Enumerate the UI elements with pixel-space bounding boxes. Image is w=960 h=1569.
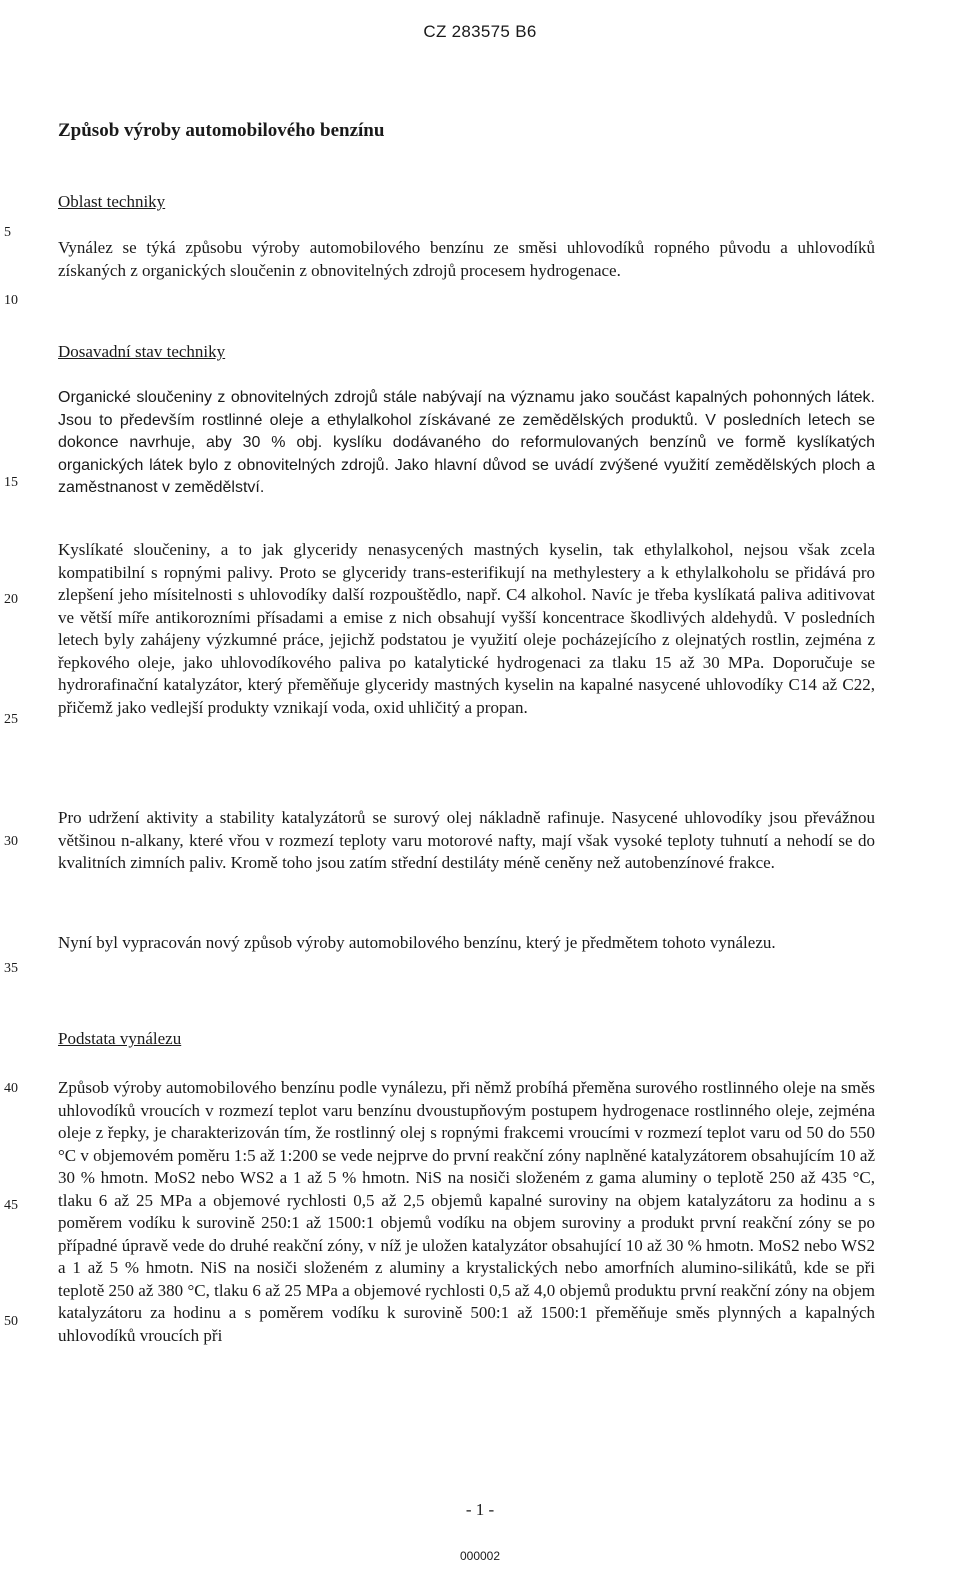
document-title: Způsob výroby automobilového benzínu (58, 120, 385, 141)
paragraph-field-of-invention: Vynález se týká způsobu výroby automobilového benzínu ze směsi uhlovodíků ropného původu a uhlovodíků získaných z organických sloučenin z obnovitelných zdrojů procesem hydrogenace. (58, 238, 875, 280)
paragraph-summary-1: Způsob výroby automobilového benzínu podle vynálezu, při němž probíhá přeměna surového rostlinného oleje na směs uhlovodíků vroucích v rozmezí teplot varu benzínu dvoustupňovým postupem hydrogenace rostlinného oleje, zejména oleje z řepky, je charakterizován tím, že rostlinný olej s ropnými frakcemi vroucími v rozmezí teplot varu od 50 do 550 °C v objemovém poměru 1:5 až 1:200 se vede nejprve do první reakční zóny naplněné katalyzátorem obsahujícím 10 až 30 % hmotn. MoS2 nebo WS2 a 1 až 5 % hmotn. NiS na nosiči složeném z gama aluminy o teplotě 250 až 435 °C, tlaku 6 až 25 MPa a objemové rychlosti 0,5 až 2,5 objemů kapalné suroviny na objem katalyzátoru za hodinu a s poměrem vodíku k surovině 250:1 až 1500:1 objemů vodíku na objem suroviny a produkt první reakční zóny se po případné úpravě vede do druhé reakční zóny, v níž je uložen katalyzátor obsahující 10 až 30 % hmotn. MoS2 nebo WS2 a 1 až 5 % hmotn. NiS na nosiči složeném z aluminy a krystalických nebo amorfních alumino-silikátů, kde se při teplotě 250 až 380 °C, tlaku 6 až 25 MPa a objemové rychlosti 0,5 až 4,0 objemů produktu první reakční zóny na objem katalyzátoru za hodinu a s poměrem vodíku k surovině 500:1 až 1500:1 přeměňuje směs plynných a kapalných uhlovodíků vroucích při (58, 1078, 875, 1345)
paragraph-prior-art-2: Kyslíkaté sloučeniny, a to jak glyceridy nenasycených mastných kyselin, tak ethylalkohol, nejsou však zcela kompatibilní s ropnými palivy. Proto se glyceridy trans-esterifikují na methylestery a k ethylalkoholu se přidává pro zlepšení jeho mísitelnosti s uhlovodíky další rozpouštědlo, např. C4 alkohol. Navíc je třeba kyslíkatá paliva aditivovat ve větší míře antikorozními přísadami a emise z nich obsahují vyšší koncentrace škodlivých aldehydů. V posledních letech byly zahájeny výzkumné práce, jejichž podstatou je využití oleje pocházejícího z olejnatých rostlin, zejména z řepkového oleje, jako uhlovodíkového paliva po katalytické hydrogenaci za tlaku 15 až 30 MPa. Doporučuje se hydrorafinační katalyzátor, který přeměňuje glyceridy mastných kyselin na kapalné nasycené uhlovodíky C14 až C22, přičemž jako vedlejší produkty vznikají voda, oxid uhličitý a propan. (58, 540, 875, 717)
document-sheet-code: 000002 (459, 1549, 501, 1563)
paragraph-prior-art-4: Nyní byl vypracován nový způsob výroby automobilového benzínu, který je předmětem tohoto vynálezu. (58, 933, 776, 952)
section-heading-field: Oblast techniky (58, 192, 166, 211)
section-heading-summary: Podstata vynálezu (58, 1029, 182, 1048)
line-number: 35 (4, 961, 18, 976)
document-id: CZ 283575 B6 (423, 22, 537, 41)
line-number: 40 (4, 1081, 18, 1096)
line-number: 5 (4, 225, 11, 240)
paragraph-prior-art-1: Organické sloučeniny z obnovitelných zdrojů stále nabývají na významu jako součást kapalných pohonných látek. Jsou to především rostlinné oleje a ethylalkohol získávané ze zemědělských produktů. V posledních letech se dokonce navrhuje, aby 30 % obj. kyslíku dodávaného do reformulovaných benzínů ve formě kyslíkatých organických látek bylo z obnovitelných zdrojů. Jako hlavní důvod se uvádí zvýšené využití zemědělských ploch a zaměstnanost v zemědělství. (58, 389, 875, 496)
line-number: 30 (4, 834, 18, 849)
line-number: 15 (4, 475, 18, 490)
line-number: 20 (4, 592, 18, 607)
line-number: 50 (4, 1314, 18, 1329)
paragraph-prior-art-3: Pro udržení aktivity a stability katalyzátorů se surový olej nákladně rafinuje. Nasycené uhlovodíky jsou převážnou většinou n-alkany, které vřou v rozmezí teploty varu motorové nafty, mají však vysoké teploty tuhnutí a nehodí se do kvalitních zimních paliv. Kromě toho jsou zatím střední destiláty méně ceněny než autobenzínové frakce. (58, 808, 875, 872)
section-heading-prior-art: Dosavadní stav techniky (58, 342, 226, 361)
line-number: 45 (4, 1198, 18, 1213)
line-number: 25 (4, 712, 18, 727)
line-number: 10 (4, 293, 18, 308)
page-number: - 1 - (465, 1500, 495, 1519)
